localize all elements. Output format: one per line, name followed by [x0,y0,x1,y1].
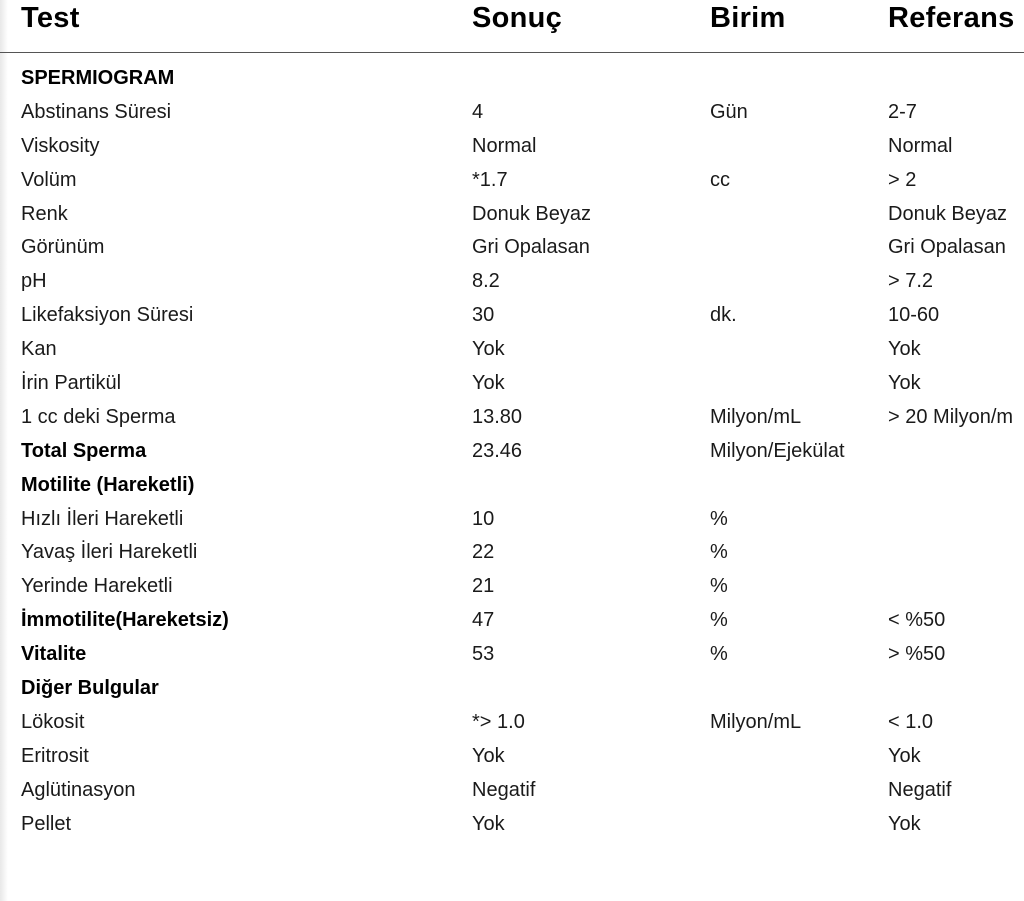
table-row [0,536,1024,570]
cell-test: Motilite (Hareketli) [21,473,195,496]
cell-result: 23.46 [472,439,523,462]
cell-result: Yok [472,338,505,361]
cell-unit: dk. [710,304,737,327]
cell-test: Volüm [21,168,77,191]
cell-reference: < 1.0 [888,710,934,733]
table-row [0,299,1024,333]
cell-unit: % [710,541,728,564]
table-row [0,706,1024,740]
table-row [0,401,1024,435]
table-row [0,231,1024,265]
cell-result: *> 1.0 [472,710,525,733]
cell-test: Pellet [21,812,72,835]
cell-result: 8.2 [472,270,500,293]
cell-result: Yok [472,812,505,835]
cell-result: 21 [472,575,495,598]
cell-reference: Gri Opalasan [888,236,1006,259]
header-result: Sonuç [472,2,563,34]
cell-test: Abstinans Süresi [21,100,172,123]
cell-result: 13.80 [472,405,523,428]
cell-test: Viskosity [21,134,100,157]
table-row [0,469,1024,503]
table-row [0,198,1024,232]
cell-result: Normal [472,134,537,157]
cell-unit: % [710,609,728,632]
cell-result: 22 [472,541,495,564]
cell-reference: > 20 Milyon/m [888,405,1014,428]
table-row [0,265,1024,299]
table-row [0,808,1024,842]
cell-reference: Donuk Beyaz [888,202,1007,225]
cell-unit: Gün [710,100,748,123]
cell-test: İrin Partikül [21,372,122,395]
table-row [0,435,1024,469]
cell-test: Total Sperma [21,439,147,462]
cell-test: Yerinde Hareketli [21,575,173,598]
cell-reference: > 7.2 [888,270,934,293]
table-row [0,570,1024,604]
cell-reference: > %50 [888,643,946,666]
cell-result: Gri Opalasan [472,236,590,259]
table-row [0,96,1024,130]
table-row [0,164,1024,198]
cell-reference: < %50 [888,609,946,632]
table-row [0,130,1024,164]
cell-reference: Yok [888,372,921,395]
cell-test: 1 cc deki Sperma [21,405,176,428]
header-test: Test [21,2,80,34]
cell-reference: > 2 [888,168,917,191]
table-row [0,672,1024,706]
cell-reference: Yok [888,338,921,361]
table-row [0,774,1024,808]
table-row [0,740,1024,774]
cell-reference: 2-7 [888,100,917,123]
cell-test: Aglütinasyon [21,778,136,801]
table-header [0,0,1024,53]
cell-test: Vitalite [21,643,87,666]
cell-test: Likefaksiyon Süresi [21,304,194,327]
cell-test: İmmotilite(Hareketsiz) [21,609,229,632]
table-row [0,62,1024,96]
cell-result: Yok [472,744,505,767]
cell-unit: % [710,507,728,530]
cell-result: 30 [472,304,495,327]
cell-result: 47 [472,609,495,632]
table-row [0,604,1024,638]
table-row [0,333,1024,367]
results-table [0,62,1024,841]
cell-result: *1.7 [472,168,508,191]
cell-test: Yavaş İleri Hareketli [21,541,198,564]
cell-test: pH [21,270,47,293]
cell-unit: Milyon/Ejekülat [710,439,845,462]
cell-test: Eritrosit [21,744,89,767]
cell-reference: Negatif [888,778,952,801]
cell-test: Hızlı İleri Hareketli [21,507,184,530]
cell-test: Renk [21,202,68,225]
cell-unit: cc [710,168,730,191]
cell-result: 4 [472,100,484,123]
cell-reference: 10-60 [888,304,940,327]
cell-unit: % [710,575,728,598]
cell-reference: Yok [888,812,921,835]
table-row [0,638,1024,672]
cell-test: SPERMIOGRAM [21,67,175,89]
cell-result: 53 [472,643,495,666]
header-reference: Referans [888,2,1015,34]
table-row [0,367,1024,401]
cell-result: Yok [472,372,505,395]
cell-reference: Yok [888,744,921,767]
cell-unit: Milyon/mL [710,405,802,428]
cell-reference: Normal [888,134,953,157]
cell-test: Kan [21,338,57,361]
cell-result: Negatif [472,778,536,801]
cell-test: Lökosit [21,710,85,733]
cell-test: Görünüm [21,236,105,259]
cell-result: 10 [472,507,495,530]
cell-unit: Milyon/mL [710,710,802,733]
cell-unit: % [710,643,728,666]
cell-result: Donuk Beyaz [472,202,591,225]
table-row [0,503,1024,537]
cell-test: Diğer Bulgular [21,677,159,700]
header-unit: Birim [710,2,786,34]
